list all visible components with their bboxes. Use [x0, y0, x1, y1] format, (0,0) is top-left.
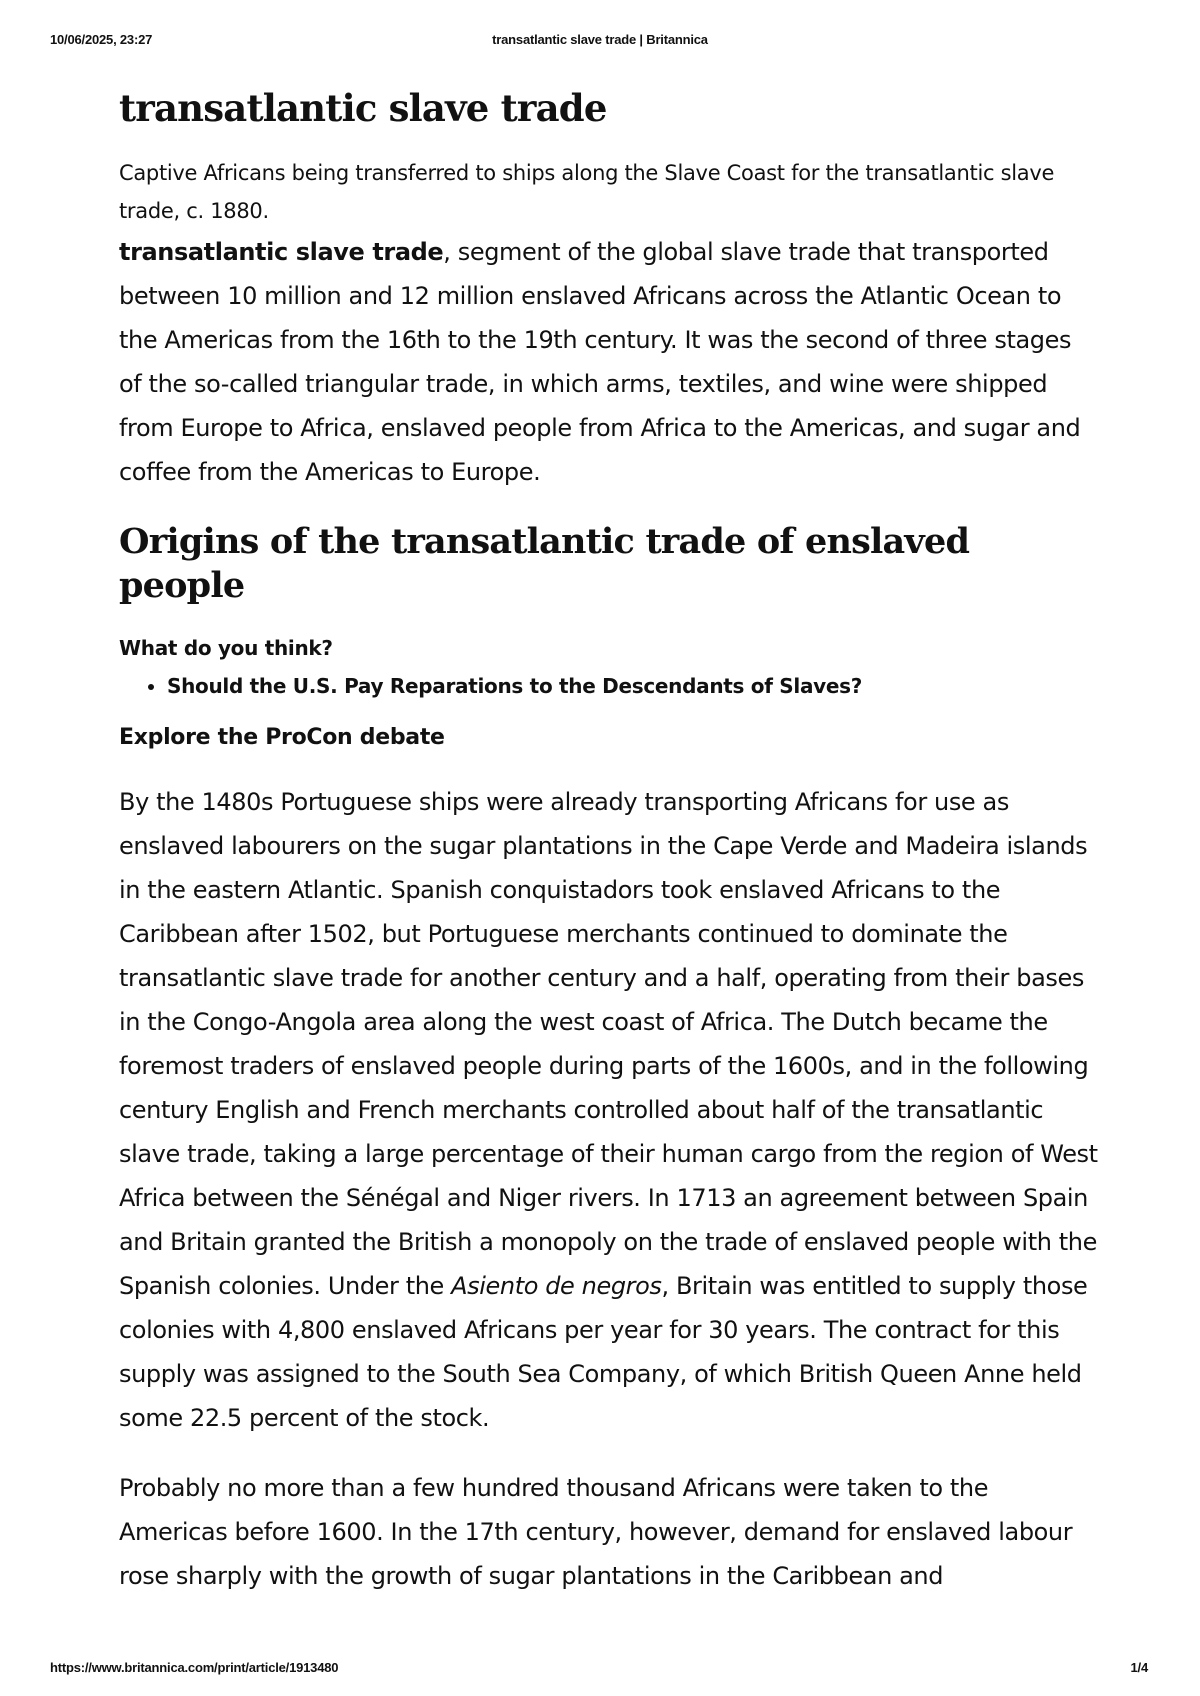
article-body [119, 82, 1099, 1598]
print-page-title: transatlantic slave trade | Britannica [492, 32, 708, 47]
explore-procon-link[interactable]: Explore the ProCon debate [119, 725, 445, 750]
debate-link[interactable]: • Should the U.S. Pay Reparations to the Descendants of Slaves? [167, 670, 1099, 702]
section-heading: Origins of the transatlantic trade of enslaved people [119, 521, 970, 606]
page-number: 1/4 [1130, 1660, 1148, 1675]
body-paragraph-2: Probably no more than a few hundred thousand Africans were taken to the Americas before 1600. In the 17th century, however, demand for enslaved labour rose sharply with the growth of sugar plantations in the Caribbean and [119, 1474, 1073, 1590]
article-title: transatlantic slave trade [119, 86, 607, 130]
print-datetime: 10/06/2025, 23:27 [50, 32, 153, 47]
debate-list [119, 670, 1099, 702]
image-caption: Captive Africans being transferred to ships along the Slave Coast for the transatlantic slave trade, c. 1880. [119, 161, 1055, 223]
what-do-you-think-label: What do you think? [119, 636, 333, 660]
print-url: https://www.britannica.com/print/article/1913480 [50, 1660, 339, 1675]
body-paragraph-1 [119, 780, 1099, 1440]
intro-text: , segment of the global slave trade that transported between 10 million and 12 million enslaved Africans across the Atlantic Ocean to the Americas from the 16th to the 19th century. It was the second of three stages of the so-called triangular trade, in which arms, textiles, and wine were shipped from Europe to Africa, enslaved people from Africa to the Americas, and sugar and coffee from the Americas to Europe. [119, 238, 1081, 486]
paragraph-1-text-end: , Britain was entitled to supply those colonies with 4,800 enslaved Africans per year for 30 years. The contract for this supply was assigned to the South Sea Company, of which British Queen Anne held some 22.5 percent of the stock. [119, 1272, 1088, 1432]
intro-term: transatlantic slave trade [119, 238, 444, 266]
intro-paragraph [119, 230, 1099, 494]
asiento-term: Asiento de negros [451, 1272, 662, 1300]
paragraph-1-text: By the 1480s Portuguese ships were already transporting Africans for use as enslaved labourers on the sugar plantations in the Cape Verde and Madeira islands in the eastern Atlantic. Spanish conquistadors took enslaved Africans to the Caribbean after 1502, but Portuguese merchants continued to dominate the transatlantic slave trade for another century and a half, operating from their bases in the Congo-Angola area along the west coast of Africa. The Dutch became the foremost traders of enslaved people during parts of the 1600s, and in the following century English and French merchants controlled about half of the transatlantic slave trade, taking a large percentage of their human cargo from the region of West Africa between the Sénégal and Niger rivers. In 1713 an agreement between Spain and Britain granted the British a monopoly on the trade of enslaved people with the Spanish colonies. Under the [119, 788, 1098, 1300]
